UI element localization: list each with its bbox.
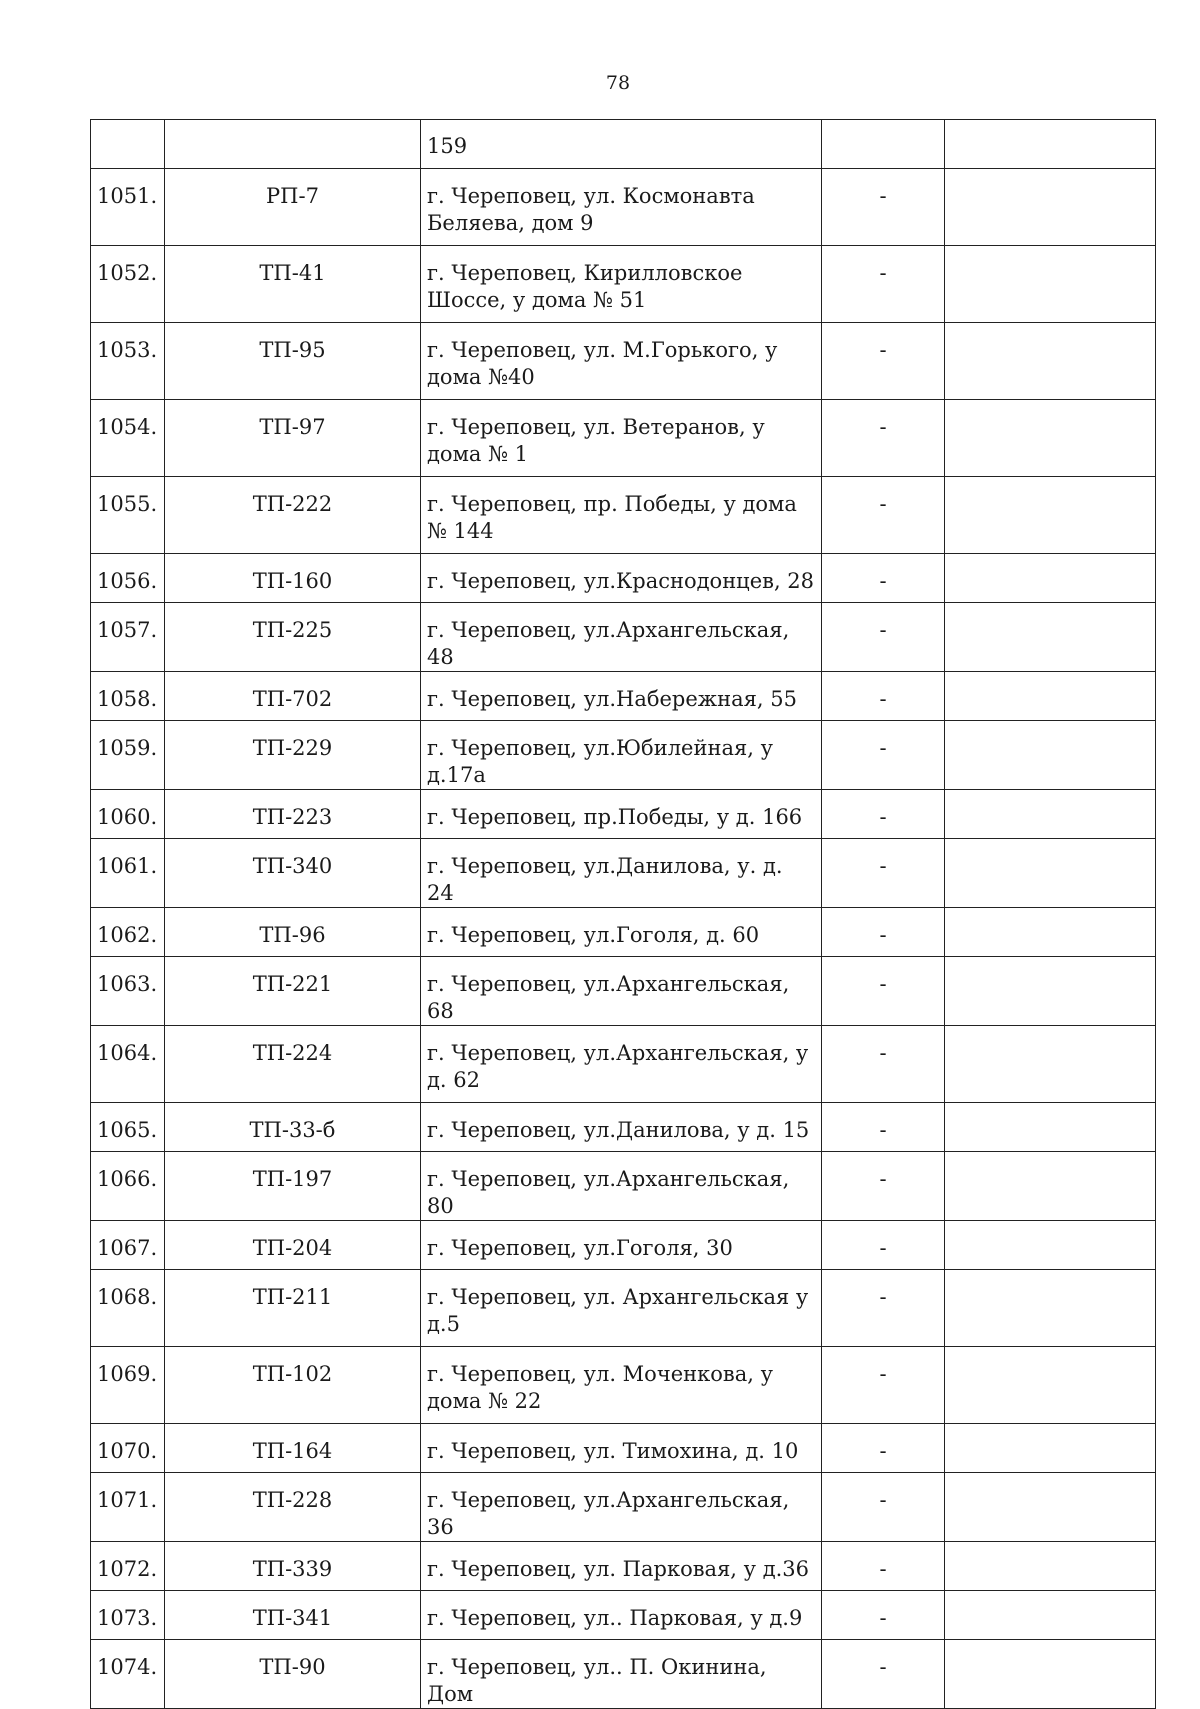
registry-table xyxy=(90,119,1156,1709)
dash-cell: - xyxy=(822,1152,945,1221)
dash-cell: - xyxy=(822,1542,945,1591)
address-cell: г. Череповец, ул.Гоголя, д. 60 xyxy=(421,908,822,957)
row-number-cell: 1062. xyxy=(91,908,165,957)
dash-cell: - xyxy=(822,477,945,554)
note-cell xyxy=(945,1152,1156,1221)
note-cell xyxy=(945,323,1156,400)
table-row xyxy=(91,169,1156,246)
note-cell xyxy=(945,790,1156,839)
table-row xyxy=(91,1103,1156,1152)
dash-cell: - xyxy=(822,323,945,400)
table-row xyxy=(91,400,1156,477)
table-row xyxy=(91,1424,1156,1473)
dash-cell: - xyxy=(822,246,945,323)
row-number-cell: 1068. xyxy=(91,1270,165,1347)
address-cell: 159 xyxy=(421,120,822,169)
row-number-cell: 1052. xyxy=(91,246,165,323)
object-name-cell: ТП-96 xyxy=(165,908,421,957)
row-number-cell: 1055. xyxy=(91,477,165,554)
table-row xyxy=(91,957,1156,1026)
table-row xyxy=(91,246,1156,323)
table-row xyxy=(91,1591,1156,1640)
object-name-cell: ТП-228 xyxy=(165,1473,421,1542)
row-number-cell: 1060. xyxy=(91,790,165,839)
dash-cell: - xyxy=(822,1347,945,1424)
table-row xyxy=(91,1221,1156,1270)
note-cell xyxy=(945,721,1156,790)
address-cell: г. Череповец, ул.Гоголя, 30 xyxy=(421,1221,822,1270)
address-cell: г. Череповец, ул. Архангельская у д.5 xyxy=(421,1270,822,1347)
address-cell: г. Череповец, ул.Архангельская, 48 xyxy=(421,603,822,672)
dash-cell: - xyxy=(822,1424,945,1473)
note-cell xyxy=(945,400,1156,477)
row-number-cell: 1066. xyxy=(91,1152,165,1221)
note-cell xyxy=(945,603,1156,672)
object-name-cell: ТП-164 xyxy=(165,1424,421,1473)
registry-table-body xyxy=(91,120,1156,1709)
dash-cell: - xyxy=(822,400,945,477)
object-name-cell: ТП-197 xyxy=(165,1152,421,1221)
note-cell xyxy=(945,1542,1156,1591)
object-name-cell: ТП-102 xyxy=(165,1347,421,1424)
object-name-cell: ТП-223 xyxy=(165,790,421,839)
note-cell xyxy=(945,1640,1156,1709)
table-row xyxy=(91,790,1156,839)
object-name-cell xyxy=(165,120,421,169)
object-name-cell: ТП-97 xyxy=(165,400,421,477)
note-cell xyxy=(945,246,1156,323)
table-row xyxy=(91,477,1156,554)
row-number-cell: 1061. xyxy=(91,839,165,908)
address-cell: г. Череповец, ул. Моченкова, у дома № 22 xyxy=(421,1347,822,1424)
address-cell: г. Череповец, ул. Космонавта Беляева, дом 9 xyxy=(421,169,822,246)
table-row xyxy=(91,721,1156,790)
address-cell: г. Череповец, ул.Краснодонцев, 28 xyxy=(421,554,822,603)
row-number-cell: 1071. xyxy=(91,1473,165,1542)
table-row xyxy=(91,1640,1156,1709)
object-name-cell: ТП-224 xyxy=(165,1026,421,1103)
note-cell xyxy=(945,1221,1156,1270)
table-row xyxy=(91,1542,1156,1591)
dash-cell: - xyxy=(822,169,945,246)
object-name-cell: ТП-221 xyxy=(165,957,421,1026)
table-row xyxy=(91,908,1156,957)
address-cell: г. Череповец, ул.Данилова, у. д. 24 xyxy=(421,839,822,908)
object-name-cell: ТП-41 xyxy=(165,246,421,323)
table-row xyxy=(91,120,1156,169)
note-cell xyxy=(945,908,1156,957)
dash-cell: - xyxy=(822,1473,945,1542)
address-cell: г. Череповец, ул.. П. Окинина, Дом xyxy=(421,1640,822,1709)
table-row xyxy=(91,1473,1156,1542)
row-number-cell: 1070. xyxy=(91,1424,165,1473)
dash-cell: - xyxy=(822,1640,945,1709)
note-cell xyxy=(945,477,1156,554)
object-name-cell: ТП-90 xyxy=(165,1640,421,1709)
dash-cell: - xyxy=(822,908,945,957)
object-name-cell: ТП-222 xyxy=(165,477,421,554)
object-name-cell: РП-7 xyxy=(165,169,421,246)
note-cell xyxy=(945,554,1156,603)
row-number-cell: 1063. xyxy=(91,957,165,1026)
object-name-cell: ТП-229 xyxy=(165,721,421,790)
dash-cell: - xyxy=(822,1270,945,1347)
table-row xyxy=(91,839,1156,908)
dash-cell: - xyxy=(822,672,945,721)
note-cell xyxy=(945,1270,1156,1347)
address-cell: г. Череповец, ул.. Парковая, у д.9 xyxy=(421,1591,822,1640)
dash-cell: - xyxy=(822,721,945,790)
dash-cell: - xyxy=(822,790,945,839)
table-row xyxy=(91,1152,1156,1221)
row-number-cell: 1059. xyxy=(91,721,165,790)
note-cell xyxy=(945,1473,1156,1542)
object-name-cell: ТП-160 xyxy=(165,554,421,603)
object-name-cell: ТП-340 xyxy=(165,839,421,908)
address-cell: г. Череповец, ул.Архангельская, 80 xyxy=(421,1152,822,1221)
row-number-cell: 1074. xyxy=(91,1640,165,1709)
address-cell: г. Череповец, ул.Архангельская, 68 xyxy=(421,957,822,1026)
address-cell: г. Череповец, ул.Архангельская, у д. 62 xyxy=(421,1026,822,1103)
note-cell xyxy=(945,169,1156,246)
page-number: 78 xyxy=(605,72,631,94)
row-number-cell: 1069. xyxy=(91,1347,165,1424)
note-cell xyxy=(945,957,1156,1026)
row-number-cell: 1073. xyxy=(91,1591,165,1640)
dash-cell: - xyxy=(822,839,945,908)
note-cell xyxy=(945,1591,1156,1640)
address-cell: г. Череповец, пр. Победы, у дома № 144 xyxy=(421,477,822,554)
row-number-cell: 1072. xyxy=(91,1542,165,1591)
table-row xyxy=(91,323,1156,400)
row-number-cell: 1051. xyxy=(91,169,165,246)
note-cell xyxy=(945,1424,1156,1473)
note-cell xyxy=(945,839,1156,908)
row-number-cell: 1057. xyxy=(91,603,165,672)
address-cell: г. Череповец, пр.Победы, у д. 166 xyxy=(421,790,822,839)
note-cell xyxy=(945,120,1156,169)
address-cell: г. Череповец, Кирилловское Шоссе, у дома № 51 xyxy=(421,246,822,323)
address-cell: г. Череповец, ул.Данилова, у д. 15 xyxy=(421,1103,822,1152)
address-cell: г. Череповец, ул. М.Горького, у дома №40 xyxy=(421,323,822,400)
row-number-cell: 1064. xyxy=(91,1026,165,1103)
dash-cell: - xyxy=(822,554,945,603)
address-cell: г. Череповец, ул.Юбилейная, у д.17а xyxy=(421,721,822,790)
object-name-cell: ТП-33-б xyxy=(165,1103,421,1152)
dash-cell: - xyxy=(822,1591,945,1640)
row-number-cell: 1065. xyxy=(91,1103,165,1152)
object-name-cell: ТП-702 xyxy=(165,672,421,721)
table-row xyxy=(91,603,1156,672)
dash-cell xyxy=(822,120,945,169)
dash-cell: - xyxy=(822,1103,945,1152)
row-number-cell: 1067. xyxy=(91,1221,165,1270)
dash-cell: - xyxy=(822,603,945,672)
row-number-cell: 1058. xyxy=(91,672,165,721)
row-number-cell xyxy=(91,120,165,169)
dash-cell: - xyxy=(822,957,945,1026)
table-row xyxy=(91,1347,1156,1424)
object-name-cell: ТП-341 xyxy=(165,1591,421,1640)
note-cell xyxy=(945,1347,1156,1424)
row-number-cell: 1053. xyxy=(91,323,165,400)
address-cell: г. Череповец, ул.Набережная, 55 xyxy=(421,672,822,721)
address-cell: г. Череповец, ул. Парковая, у д.36 xyxy=(421,1542,822,1591)
object-name-cell: ТП-204 xyxy=(165,1221,421,1270)
table-row xyxy=(91,554,1156,603)
object-name-cell: ТП-225 xyxy=(165,603,421,672)
note-cell xyxy=(945,1026,1156,1103)
object-name-cell: ТП-339 xyxy=(165,1542,421,1591)
address-cell: г. Череповец, ул. Тимохина, д. 10 xyxy=(421,1424,822,1473)
object-name-cell: ТП-95 xyxy=(165,323,421,400)
address-cell: г. Череповец, ул.Архангельская, 36 xyxy=(421,1473,822,1542)
row-number-cell: 1054. xyxy=(91,400,165,477)
dash-cell: - xyxy=(822,1026,945,1103)
dash-cell: - xyxy=(822,1221,945,1270)
table-row xyxy=(91,1270,1156,1347)
object-name-cell: ТП-211 xyxy=(165,1270,421,1347)
table-row xyxy=(91,1026,1156,1103)
row-number-cell: 1056. xyxy=(91,554,165,603)
table-row xyxy=(91,672,1156,721)
address-cell: г. Череповец, ул. Ветеранов, у дома № 1 xyxy=(421,400,822,477)
note-cell xyxy=(945,672,1156,721)
note-cell xyxy=(945,1103,1156,1152)
